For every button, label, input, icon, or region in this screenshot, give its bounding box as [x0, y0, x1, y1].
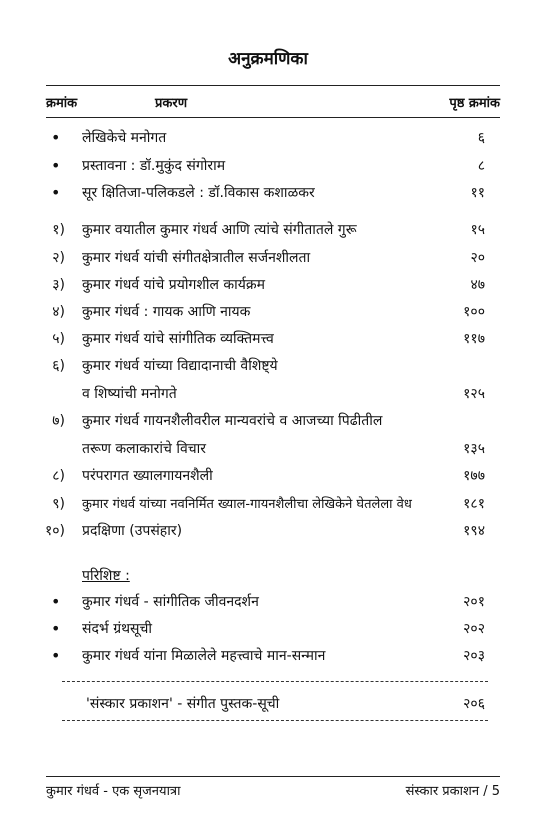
toc-row-number: १०) [44, 523, 65, 539]
toc-row-page: १३५ [463, 441, 485, 457]
column-header-page: पृष्ठ क्रमांक [449, 96, 500, 111]
toc-row [0, 128, 536, 150]
toc-row-number: १) [52, 222, 65, 238]
header-bottom-rule [46, 117, 500, 118]
header-top-rule [46, 85, 500, 86]
toc-row-title: प्रस्तावना : डॉ.मुकुंद संगोराम [82, 158, 226, 174]
footer-publisher-page: संस्कार प्रकाशन / 5 [405, 784, 500, 799]
toc-row-title: कुमार गंधर्व यांची संगीतक्षेत्रातील सर्जनशीलता [82, 250, 311, 266]
toc-row-page: १५ [470, 222, 485, 238]
appendix-row [0, 592, 536, 614]
toc-row-page: ४७ [470, 277, 485, 293]
footer-book-title: कुमार गंधर्व - एक सृजनयात्रा [46, 784, 181, 799]
toc-row-page: १०० [463, 304, 485, 320]
toc-row-title: कुमार गंधर्व यांचे प्रयोगशील कार्यक्रम [82, 277, 266, 293]
toc-row-title: कुमार गंधर्व यांचे सांगीतिक व्यक्तिमत्त्व [82, 331, 274, 347]
toc-row-number: ५) [52, 331, 65, 347]
appendix-row [0, 646, 536, 668]
toc-row-page: ६ [477, 130, 485, 146]
toc-row-title: व शिष्यांची मनोगते [82, 386, 177, 402]
toc-row-number: ६) [52, 358, 65, 374]
toc-row-title: कुमार गंधर्व : गायक आणि नायक [82, 304, 251, 320]
toc-row [0, 411, 536, 433]
toc-row-page: १९४ [463, 523, 485, 539]
bullet-icon: • [51, 156, 61, 175]
page-title: अनुक्रमणिका [228, 49, 308, 69]
toc-row-title: प्रदक्षिणा (उपसंहार) [82, 523, 183, 539]
toc-row-page: १७७ [463, 468, 485, 484]
toc-row-number: ९) [52, 496, 65, 512]
footer-rule [46, 776, 500, 777]
toc-row-number: ७) [52, 413, 65, 429]
toc-row-title: परंपरागत ख्यालगायनशैली [82, 468, 213, 484]
catalog-row [0, 694, 536, 716]
toc-row-title: कुमार गंधर्व यांच्या नवनिर्मित ख्याल-गायनशैलीचा लेखिकेने घेतलेला वेध [82, 497, 412, 512]
toc-row-title: कुमार वयातील कुमार गंधर्व आणि त्यांचे संगीतातले गुरू [82, 222, 357, 238]
toc-row [0, 494, 536, 516]
toc-row-number: ८) [52, 468, 65, 484]
appendix-row [0, 619, 536, 641]
toc-row [0, 329, 536, 351]
dashed-divider [62, 720, 488, 721]
appendix-row-page: २०३ [463, 648, 485, 664]
toc-row-number: ४) [52, 304, 65, 320]
toc-row-page: १८१ [463, 496, 485, 512]
toc-row [0, 356, 536, 378]
toc-row [0, 156, 536, 178]
toc-row [0, 302, 536, 324]
toc-row [0, 466, 536, 488]
toc-row-page: ११ [470, 185, 485, 201]
toc-row [0, 521, 536, 543]
toc-row-page: २० [470, 250, 485, 266]
appendix-row-title: संदर्भ ग्रंथसूची [82, 621, 153, 637]
toc-row-page: ८ [477, 158, 485, 174]
toc-row-title: कुमार गंधर्व गायनशैलीवरील मान्यवरांचे व आजच्या पिढीतील [82, 413, 383, 429]
appendix-row-title: कुमार गंधर्व यांना मिळालेले महत्त्वाचे मान-सन्मान [82, 648, 326, 664]
catalog-title: 'संस्कार प्रकाशन' - संगीत पुस्तक-सूची [86, 696, 280, 712]
toc-row-title: तरूण कलाकारांचे विचार [82, 441, 207, 457]
appendix-row-page: २०१ [463, 594, 485, 610]
toc-row [0, 275, 536, 297]
toc-row-page: १२५ [463, 386, 485, 402]
appendix-row-page: २०२ [463, 621, 485, 637]
catalog-page: २०६ [463, 696, 485, 712]
bullet-icon: • [51, 646, 61, 665]
toc-row-title: लेखिकेचे मनोगत [82, 130, 167, 146]
toc-row-page: ११७ [463, 331, 485, 347]
dashed-divider [62, 681, 488, 682]
toc-row [0, 248, 536, 270]
toc-row [0, 384, 536, 406]
appendix-heading: परिशिष्ट : [82, 568, 130, 584]
toc-row-title: सूर क्षितिजा-पलिकडले : डॉ.विकास कशाळकर [82, 185, 315, 201]
appendix-row-title: कुमार गंधर्व - सांगीतिक जीवनदर्शन [82, 594, 259, 610]
toc-row [0, 439, 536, 461]
toc-row-number: २) [52, 250, 65, 266]
toc-row-title: कुमार गंधर्व यांच्या विद्यादानाची वैशिष्ट्ये [82, 358, 278, 374]
bullet-icon: • [51, 619, 61, 638]
bullet-icon: • [51, 183, 61, 202]
bullet-icon: • [51, 128, 61, 147]
toc-row [0, 183, 536, 205]
column-header-number: क्रमांक [46, 96, 78, 111]
toc-row [0, 220, 536, 242]
column-header-chapter: प्रकरण [155, 96, 188, 111]
toc-row-number: ३) [52, 277, 65, 293]
bullet-icon: • [51, 592, 61, 611]
